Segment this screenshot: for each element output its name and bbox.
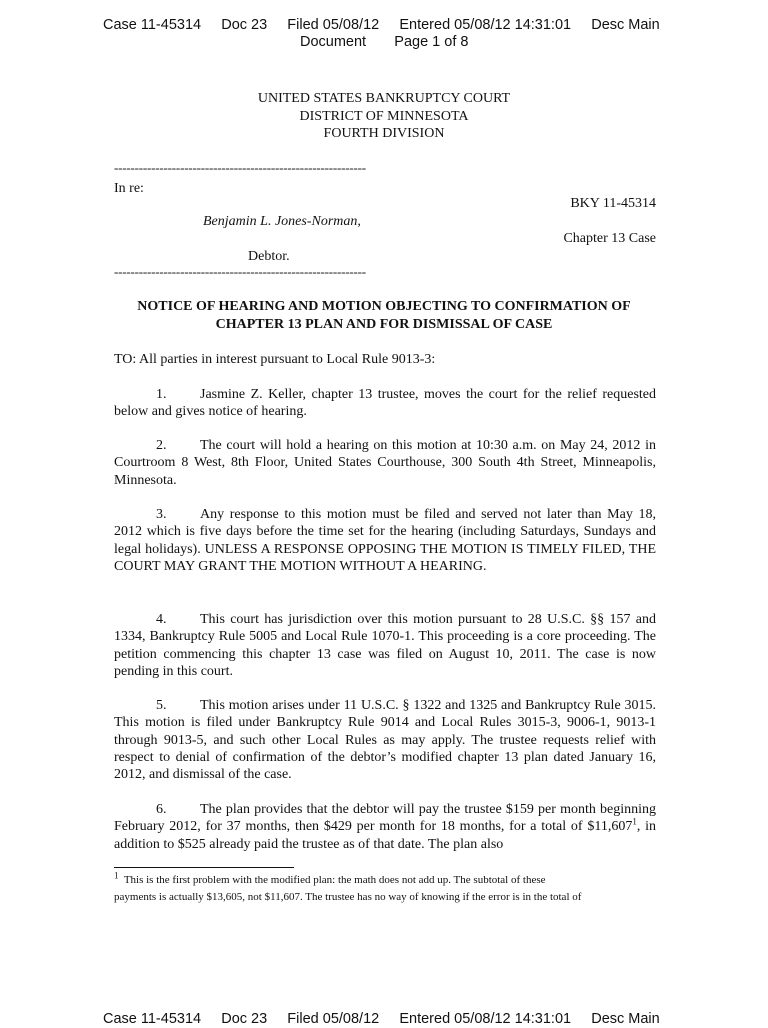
footnote-line-2: payments is actually $13,605, not $11,607. The trustee has no way of knowing if the error is in the total of [114, 891, 582, 903]
debtor-name: Benjamin L. Jones-Norman, [203, 214, 361, 229]
footnote-reference[interactable]: 1 [632, 816, 637, 827]
paragraph-number: 6. [156, 802, 167, 817]
footnote-separator [114, 867, 294, 868]
caption-top-divider: ------------------------------------------------------------- [114, 160, 366, 175]
ecf-header-page-info: Document Page 1 of 8 [300, 34, 469, 50]
to-line: TO: All parties in interest pursuant to Local Rule 9013-3: [114, 352, 436, 367]
document-title [0, 298, 768, 334]
ecf-header-line: Case 11-45314 Doc 23 Filed 05/08/12 Entered 05/08/12 14:31:01 Desc Main [103, 17, 660, 33]
paragraph-text: This motion arises under 11 U.S.C. § 1322 and 1325 and Bankruptcy Rule 3015. This motion is filed under Bankruptcy Rule 9014 and Local Rules 3015-3, 9006-1, 9013-1 through 9013-5, and such other Local Rules as may apply. The trustee requests relief with respect to denial of confirmation of the debtor’s modified chapter 13 plan dated January 16, 2012, and dismissal of the case. [114, 698, 656, 783]
paragraph-number: 2. [156, 438, 167, 453]
title-line-1: NOTICE OF HEARING AND MOTION OBJECTING TO CONFIRMATION OF [137, 299, 631, 314]
paragraph-6 [114, 801, 656, 853]
paragraph-text: The plan provides that the debtor will pay the trustee $159 per month beginning February 2012, for 37 months, then $429 per month for 18 months, for a total of $11,607 [114, 802, 656, 835]
court-division: FOURTH DIVISION [323, 126, 445, 141]
paragraph-text-continued: , in addition to $525 already paid the trustee as of that date. The plan also [114, 819, 657, 852]
case-chapter: Chapter 13 Case [563, 231, 656, 246]
paragraph-text: Any response to this motion must be filed and served not later than May 18, 2012 which is five days before the time set for the hearing (including Saturdays, Sundays and legal holidays). UNLESS A RESPONSE OPPOSING THE MOTION IS TIMELY FILED, THE COURT MAY GRANT THE MOTION WITHOUT A HEARING. [114, 507, 656, 574]
title-line-2: CHAPTER 13 PLAN AND FOR DISMISSAL OF CASE [215, 317, 553, 332]
paragraph-number: 1. [156, 387, 167, 402]
court-name: UNITED STATES BANKRUPTCY COURT [257, 91, 511, 106]
paragraph-5 [114, 697, 656, 783]
ecf-footer-line: Case 11-45314 Doc 23 Filed 05/08/12 Entered 05/08/12 14:31:01 Desc Main [103, 1011, 660, 1027]
paragraph-text: This court has jurisdiction over this motion pursuant to 28 U.S.C. §§ 157 and 1334, Bankruptcy Rule 5005 and Local Rule 1070-1. This proceeding is a core proceeding. The petition commencing this chapter 13 case was filed on August 10, 2011. The case is now pending in this court. [114, 612, 656, 679]
footnote-text: This is the first problem with the modified plan: the math does not add up. The subtotal of these [123, 874, 546, 886]
paragraph-number: 3. [156, 507, 167, 522]
paragraph-3 [114, 506, 656, 575]
paragraph-number: 4. [156, 612, 167, 627]
paragraph-4 [114, 611, 656, 680]
case-number: BKY 11-45314 [570, 196, 656, 211]
paragraph-text: Jasmine Z. Keller, chapter 13 trustee, moves the court for the relief requested below and gives notice of hearing. [114, 387, 656, 420]
debtor-label: Debtor. [248, 249, 290, 264]
footnote-mark: 1 [114, 870, 119, 881]
court-district: DISTRICT OF MINNESOTA [299, 108, 469, 124]
footnote-line-1 [114, 872, 674, 889]
paragraph-number: 5. [156, 698, 167, 713]
in-re-label: In re: [114, 181, 144, 196]
paragraph-1 [114, 386, 656, 421]
paragraph-text: The court will hold a hearing on this motion at 10:30 a.m. on May 24, 2012 in Courtroom 8 West, 8th Floor, United States Courthouse, 300 South 4th Street, Minneapolis, Minnesota. [114, 438, 656, 488]
paragraph-2 [114, 437, 656, 489]
caption-bottom-divider: ------------------------------------------------------------- [114, 264, 366, 279]
court-heading [0, 90, 768, 143]
